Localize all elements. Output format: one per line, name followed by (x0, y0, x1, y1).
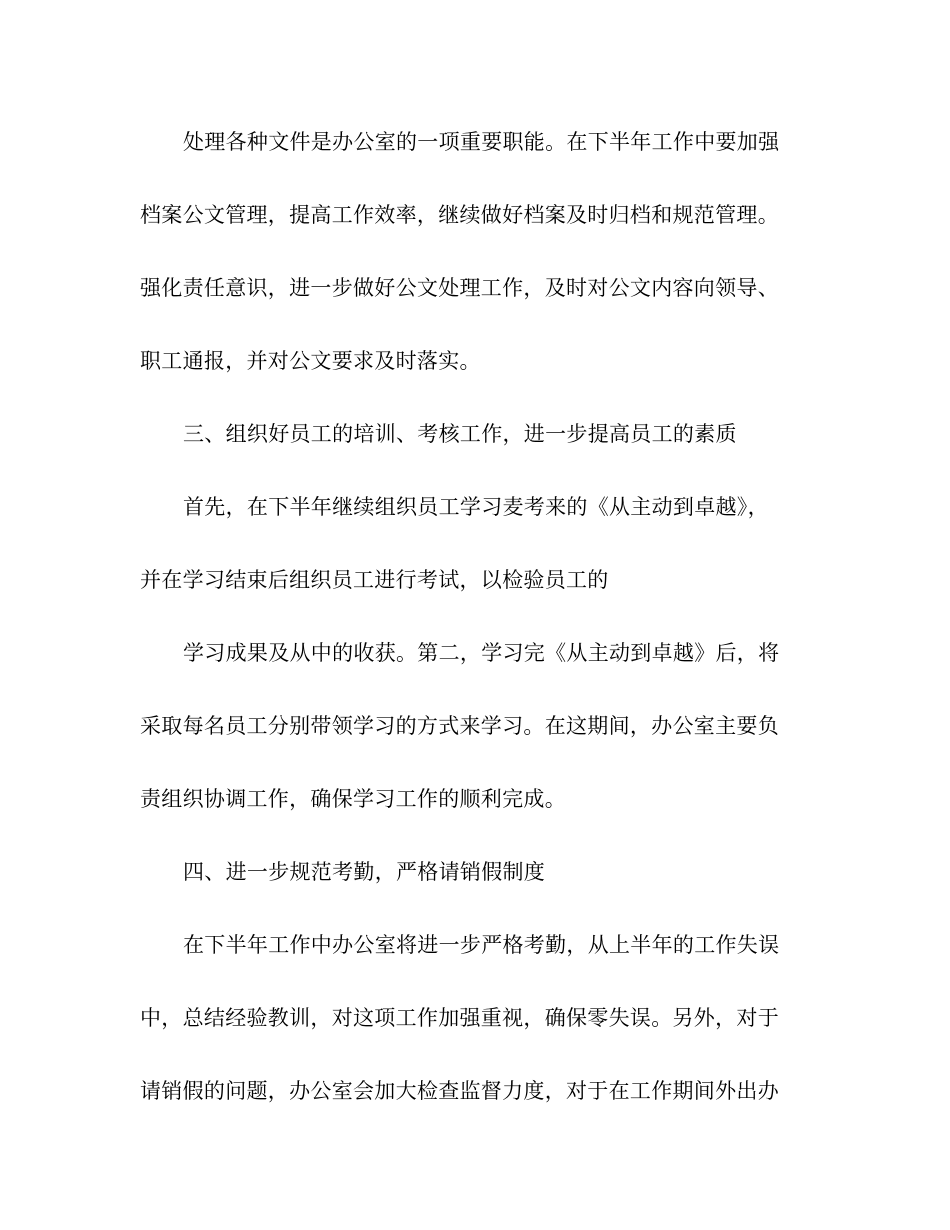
paragraph-line: 责组织协调工作，确保学习工作的顺利完成。 (140, 787, 566, 811)
paragraph-line: 强化责任意识，进一步做好公文处理工作，及时对公文内容向领导、 (140, 276, 779, 300)
paragraph-line: 采取每名员工分别带领学习的方式来学习。在这期间，办公室主要负 (140, 714, 779, 738)
paragraph-line: 在下半年工作中办公室将进一步严格考勤，从上半年的工作失误 (183, 933, 780, 957)
paragraph-line: 档案公文管理，提高工作效率，继续做好档案及时归档和规范管理。 (140, 203, 779, 227)
section-heading: 四、进一步规范考勤，严格请销假制度 (183, 860, 546, 884)
paragraph-line: 学习成果及从中的收获。第二，学习完《从主动到卓越》后，将 (183, 641, 780, 665)
section-heading: 三、组织好员工的培训、考核工作，进一步提高员工的素质 (183, 422, 737, 446)
paragraph-line: 处理各种文件是办公室的一项重要职能。在下半年工作中要加强 (183, 130, 780, 154)
paragraph-line: 中，总结经验教训，对这项工作加强重视，确保零失误。另外，对于 (140, 1006, 779, 1030)
paragraph-line: 请销假的问题，办公室会加大检查监督力度，对于在工作期间外出办 (140, 1079, 779, 1103)
paragraph-line: 职工通报，并对公文要求及时落实。 (140, 349, 481, 373)
paragraph-line: 并在学习结束后组织员工进行考试，以检验员工的 (140, 568, 609, 592)
paragraph-line: 首先，在下半年继续组织员工学习麦考来的《从主动到卓越》， (183, 495, 769, 519)
